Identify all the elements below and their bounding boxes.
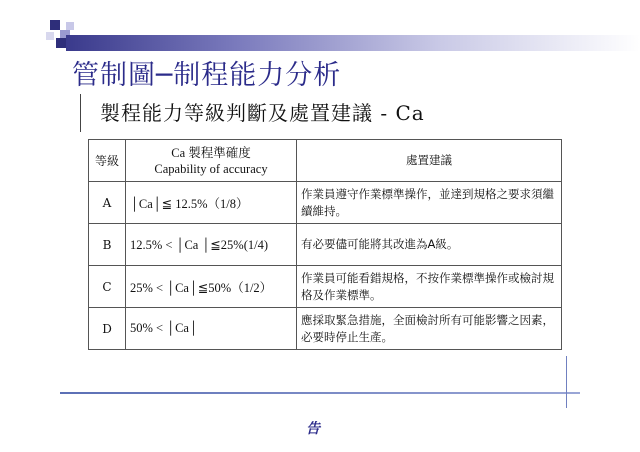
header-accuracy-line2: Capability of accuracy — [154, 161, 268, 176]
footer-divider — [60, 392, 580, 394]
action-cell: 有必要儘可能將其改進為A級。 — [297, 224, 562, 266]
footer-text: 告 — [306, 421, 320, 437]
header-grade: 等級 — [89, 140, 126, 182]
action-cell: 作業員遵守作業標準操作，並達到規格之要求須繼續維持。 — [297, 182, 562, 224]
header-accuracy-line1: Ca 製程準確度 — [171, 145, 251, 160]
decor-square — [50, 20, 60, 30]
grade-cell: C — [89, 266, 126, 308]
subtitle-divider — [80, 94, 81, 132]
accuracy-cell: 25% < │Ca│≦50%（1/2） — [126, 266, 297, 308]
action-cell: 作業員可能看錯規格，不按作業標準操作或檢討規格及作業標準。 — [297, 266, 562, 308]
action-cell: 應採取緊急措施，全面檢討所有可能影響之因素，必要時停止生產。 — [297, 308, 562, 350]
table-header-row — [89, 140, 562, 182]
grade-cell: B — [89, 224, 126, 266]
ca-grade-table — [88, 139, 562, 350]
accuracy-cell: 12.5% < │Ca │≦25%(1/4) — [126, 224, 297, 266]
header-gradient-bar — [66, 35, 640, 51]
decor-square — [56, 38, 66, 48]
slide-subtitle: 製程能力等級判斷及處置建議 - Ca — [100, 101, 425, 125]
grade-cell: A — [89, 182, 126, 224]
header-accuracy — [126, 140, 297, 182]
decor-square — [66, 22, 74, 30]
accuracy-cell: 50% < │Ca│ — [126, 308, 297, 350]
table-row — [89, 224, 562, 266]
decor-square — [46, 32, 54, 40]
table-row — [89, 308, 562, 350]
table-row — [89, 266, 562, 308]
header-action: 處置建議 — [297, 140, 562, 182]
table-row — [89, 182, 562, 224]
accuracy-cell: │Ca│≦ 12.5%（1/8） — [126, 182, 297, 224]
grade-cell: D — [89, 308, 126, 350]
slide-title: 管制圖─制程能力分析 — [72, 60, 342, 91]
footer-vertical-line — [566, 356, 567, 408]
